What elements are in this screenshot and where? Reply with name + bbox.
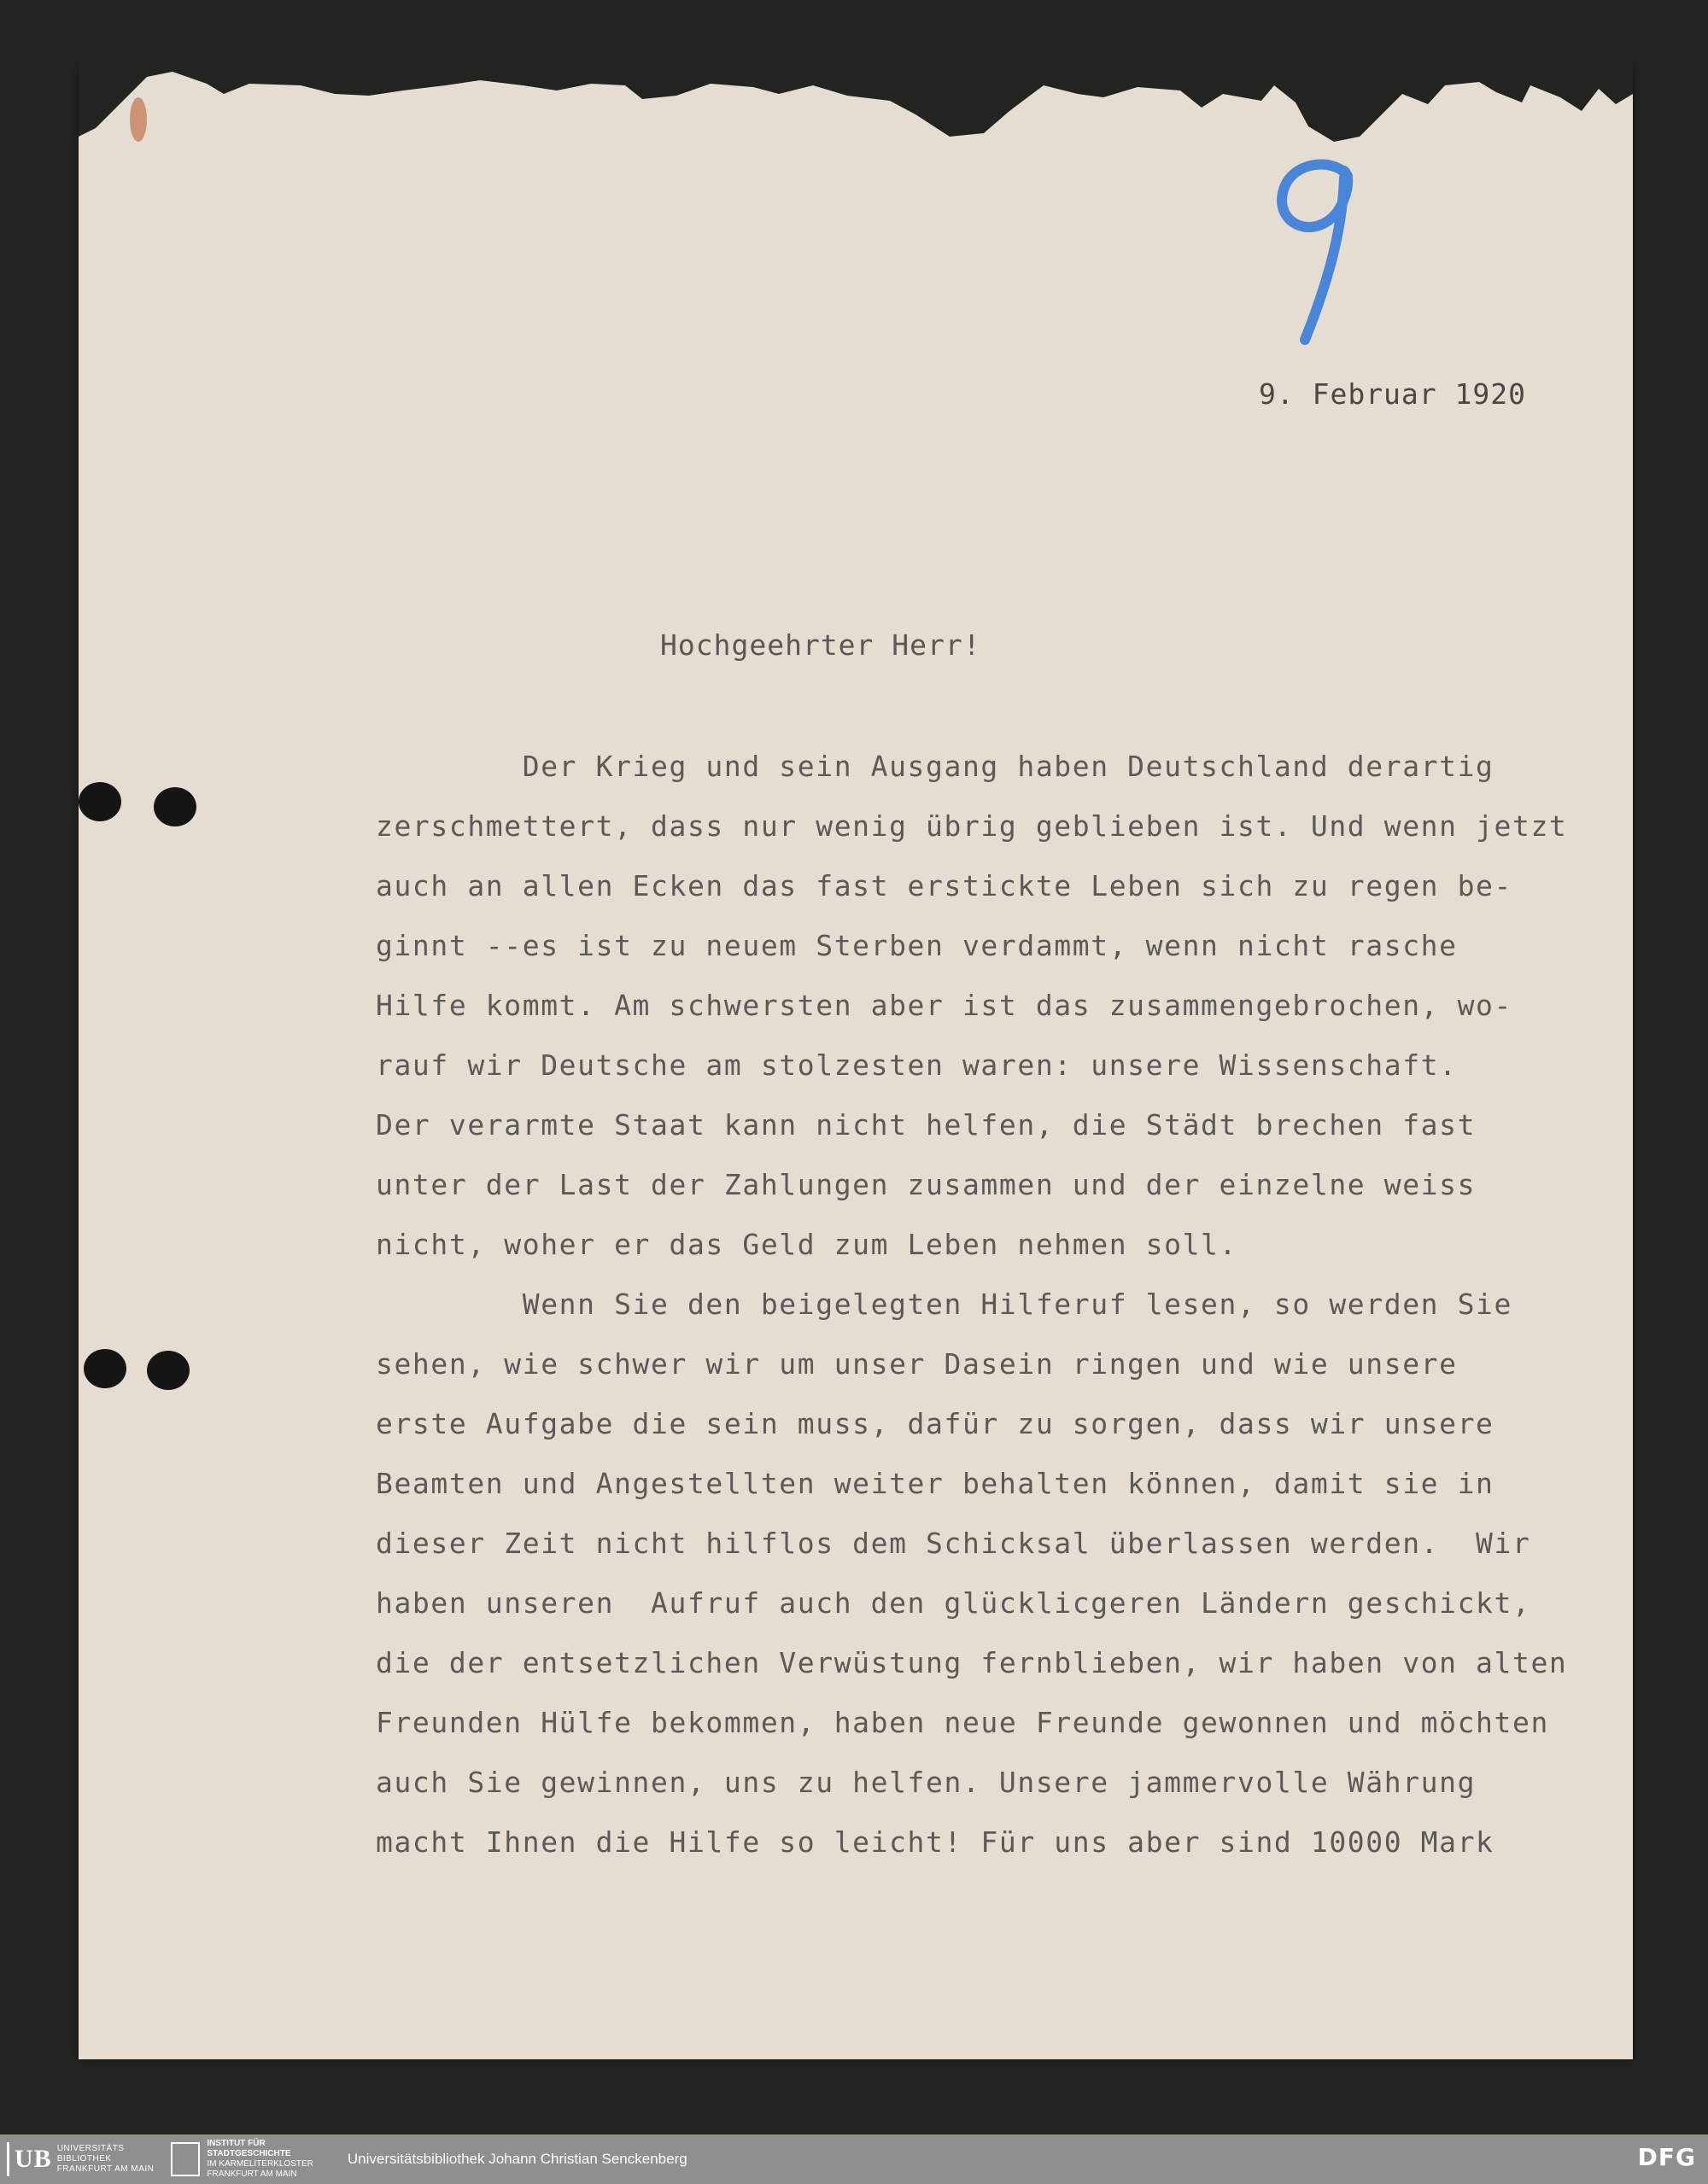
body-line: sehen, wie schwer wir um unser Dasein ringen und wie unsere — [376, 1347, 1458, 1381]
footer-caption: Universitätsbibliothek Johann Christian Senckenberg — [347, 2151, 687, 2167]
body-line: unter der Last der Zahlungen zusammen und der einzelne weiss — [376, 1168, 1477, 1201]
body-line: zerschmettert, dass nur wenig übrig geblieben ist. Und wenn jetzt — [376, 809, 1568, 843]
body-line: Hilfe kommt. Am schwersten aber ist das zusammengebrochen, wo- — [376, 989, 1512, 1022]
body-line: nicht, woher er das Geld zum Leben nehmen soll. — [376, 1228, 1237, 1261]
punch-hole — [147, 1351, 190, 1390]
city-crest-icon — [171, 2142, 200, 2176]
body-line: Der Krieg und sein Ausgang haben Deutschland derartig — [376, 750, 1494, 783]
punch-hole — [79, 782, 121, 821]
letter-date: 9. Februar 1920 — [1258, 377, 1526, 411]
body-line: Der verarmte Staat kann nicht helfen, die Städt brechen fast — [376, 1108, 1477, 1142]
ub-logo-mark: UB — [7, 2142, 52, 2176]
body-line: haben unseren Aufruf auch den glücklicgeren Ländern geschickt, — [376, 1586, 1531, 1620]
ub-logo-text: UNIVERSITÄTS BIBLIOTHEK FRANKFURT AM MAIN — [56, 2144, 155, 2174]
body-line: Beamten und Angestellten weiter behalten können, damit sie in — [376, 1467, 1494, 1500]
body-line: die der entsetzlichen Verwüstung fernblieben, wir haben von alten — [376, 1646, 1568, 1679]
punch-hole — [154, 787, 196, 826]
body-line: Freunden Hülfe bekommen, haben neue Freunde gewonnen und möchten — [376, 1706, 1549, 1739]
salutation: Hochgeehrter Herr! — [660, 628, 981, 662]
body-line: ginnt --es ist zu neuem Sterben verdammt, wenn nicht rasche — [376, 929, 1458, 962]
isg-logo — [171, 2140, 313, 2179]
torn-top-edge — [79, 60, 1633, 154]
body-line: auch an allen Ecken das fast erstickte Leben sich zu regen be- — [376, 869, 1512, 902]
ub-logo — [7, 2140, 154, 2179]
body-line: Wenn Sie den beigelegten Hilferuf lesen, so werden Sie — [376, 1288, 1512, 1321]
isg-logo-text: INSTITUT FÜR STADTGESCHICHTE IM KARMELITERKLOSTER FRANKFURT AM MAIN — [207, 2139, 313, 2179]
footer-bar — [0, 2134, 1708, 2184]
folio-number-9 — [1255, 152, 1375, 357]
body-line: dieser Zeit nicht hilflos dem Schicksal überlassen werden. Wir — [376, 1527, 1531, 1560]
body-line: macht Ihnen die Hilfe so leicht! Für uns aber sind 10000 Mark — [376, 1825, 1494, 1859]
dfg-logo: DFG — [1637, 2143, 1696, 2171]
body-line: erste Aufgabe die sein muss, dafür zu sorgen, dass wir unsere — [376, 1407, 1494, 1440]
body-line: auch Sie gewinnen, uns zu helfen. Unsere jammervolle Währung — [376, 1766, 1477, 1799]
punch-hole — [84, 1349, 126, 1388]
body-line: rauf wir Deutsche am stolzesten waren: unsere Wissenschaft. — [376, 1048, 1458, 1082]
